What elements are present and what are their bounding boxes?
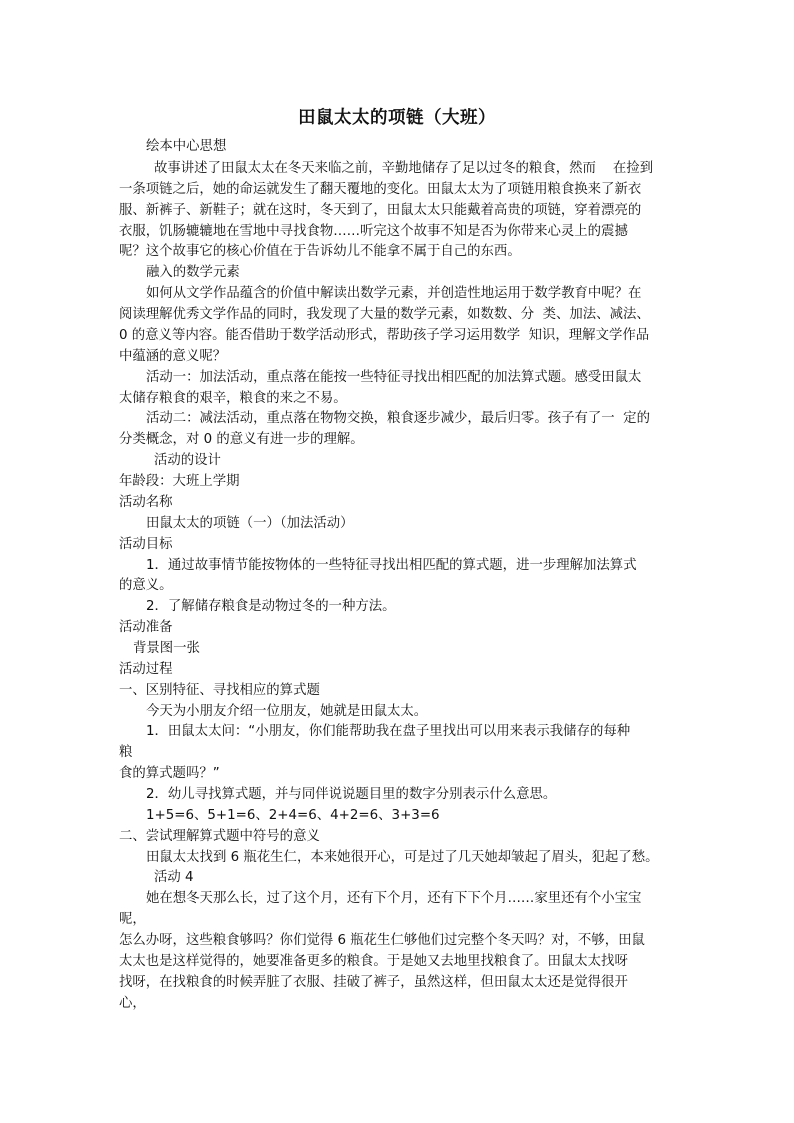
text-line: 活动的设计 [154,453,221,468]
text-line: 活动名称 [119,495,173,510]
text-line: 的意义。 [119,578,173,593]
text-line: 2．了解储存粮食是动物过冬的一种方法。 [146,599,396,614]
text-line: 活动一：加法活动，重点落在能按一些特征寻找出相匹配的加法算式题。感受田鼠太 [146,370,642,385]
text-line: 粮 [119,745,133,760]
text-line: 1+5=6、5+1=6、2+4=6、4+2=6、3+3=6 [146,808,440,823]
text-line: 怎么办呀，这些粮食够吗？你们觉得 6 瓶花生仁够他们过完整个冬天吗？对，不够，田鼠 [119,933,645,948]
text-line: 田鼠太太找到 6 瓶花生仁，本来她很开心，可是过了几天她却皱起了眉头，犯起了愁。 [146,850,659,865]
text-line: 2．幼儿寻找算式题，并与同伴说说题目里的数字分别表示什么意思。 [146,787,557,802]
text-line: 中蕴涵的意义呢？ [119,349,227,364]
text-line: 故事讲述了田鼠太太在冬天来临之前，辛勤地储存了足以过冬的粮食，然而 在捡到 [154,161,654,176]
text-line: 一条项链之后，她的命运就发生了翻天覆地的变化。田鼠太太为了项链用粮食换来了新衣 [119,182,642,197]
text-line: 二、尝试理解算式题中符号的意义 [119,829,320,844]
text-line: 分类概念，对 0 的意义有进一步的理解。 [119,432,364,447]
text-line: 活动准备 [119,620,173,635]
text-line: 田鼠太太的项链（一）（加法活动） [146,516,354,531]
text-line: 太太也是这样觉得的，她要准备更多的粮食。于是她又去地里找粮食了。田鼠太太找呀 [119,954,628,969]
text-line: 她在想冬天那么长，过了这个月，还有下个月，还有下下个月……家里还有个小宝宝 [146,891,642,906]
text-line: 活动二：减法活动，重点落在物物交换，粮食逐步减少，最后归零。孩子有了一 定的 [146,411,650,426]
text-line: 衣服，饥肠辘辘地在雪地中寻找食物……听完这个故事不知是否为你带来心灵上的震撼 [119,224,628,239]
text-line: 活动过程 [119,662,173,677]
text-line: 1．通过故事情节能按物体的一些特征寻找出相匹配的算式题，进一步理解加法算式 [146,558,637,573]
document-title: 田鼠太太的项链（大班） [298,108,496,128]
text-line: 呢， [119,912,146,927]
text-line: 1．田鼠太太问：“小朋友，你们能帮助我在盘子里找出可以用来表示我储存的每种 [146,724,631,739]
text-line: 背景图一张 [133,641,200,656]
text-line: 一、区别特征、寻找相应的算式题 [119,683,320,698]
text-line: 活动目标 [119,537,173,552]
text-line: 绘本中心思想 [146,139,227,154]
text-line: 找呀，在找粮食的时候弄脏了衣服、挂破了裤子，虽然这样，但田鼠太太还是觉得很开 [119,975,628,990]
text-line: 呢？这个故事它的核心价值在于告诉幼儿不能拿不属于自己的东西。 [119,244,521,259]
text-line: 心， [119,996,146,1011]
text-line: 年龄段：大班上学期 [119,474,240,489]
text-line: 食的算式题吗？” [119,766,220,781]
text-line: 服、新裤子、新鞋子；就在这时，冬天到了，田鼠太太只能戴着高贵的项链，穿着漂亮的 [119,203,642,218]
text-line: 融入的数学元素 [146,265,240,280]
text-line: 活动 4 [154,870,194,885]
text-line: 阅读理解优秀文学作品的同时，我发现了大量的数学元素，如数数、分 类、加法、减法、 [119,307,650,322]
text-line: 如何从文学作品蕴含的价值中解读出数学元素，并创造性地运用于数学教育中呢？在 [146,286,642,301]
text-line: 今天为小朋友介绍一位朋友，她就是田鼠太太。 [146,704,428,719]
text-line: 太储存粮食的艰辛，粮食的来之不易。 [119,391,347,406]
text-line: 0 的意义等内容。能否借助于数学活动形式，帮助孩子学习运用数学 知识，理解文学作品 [119,328,650,343]
